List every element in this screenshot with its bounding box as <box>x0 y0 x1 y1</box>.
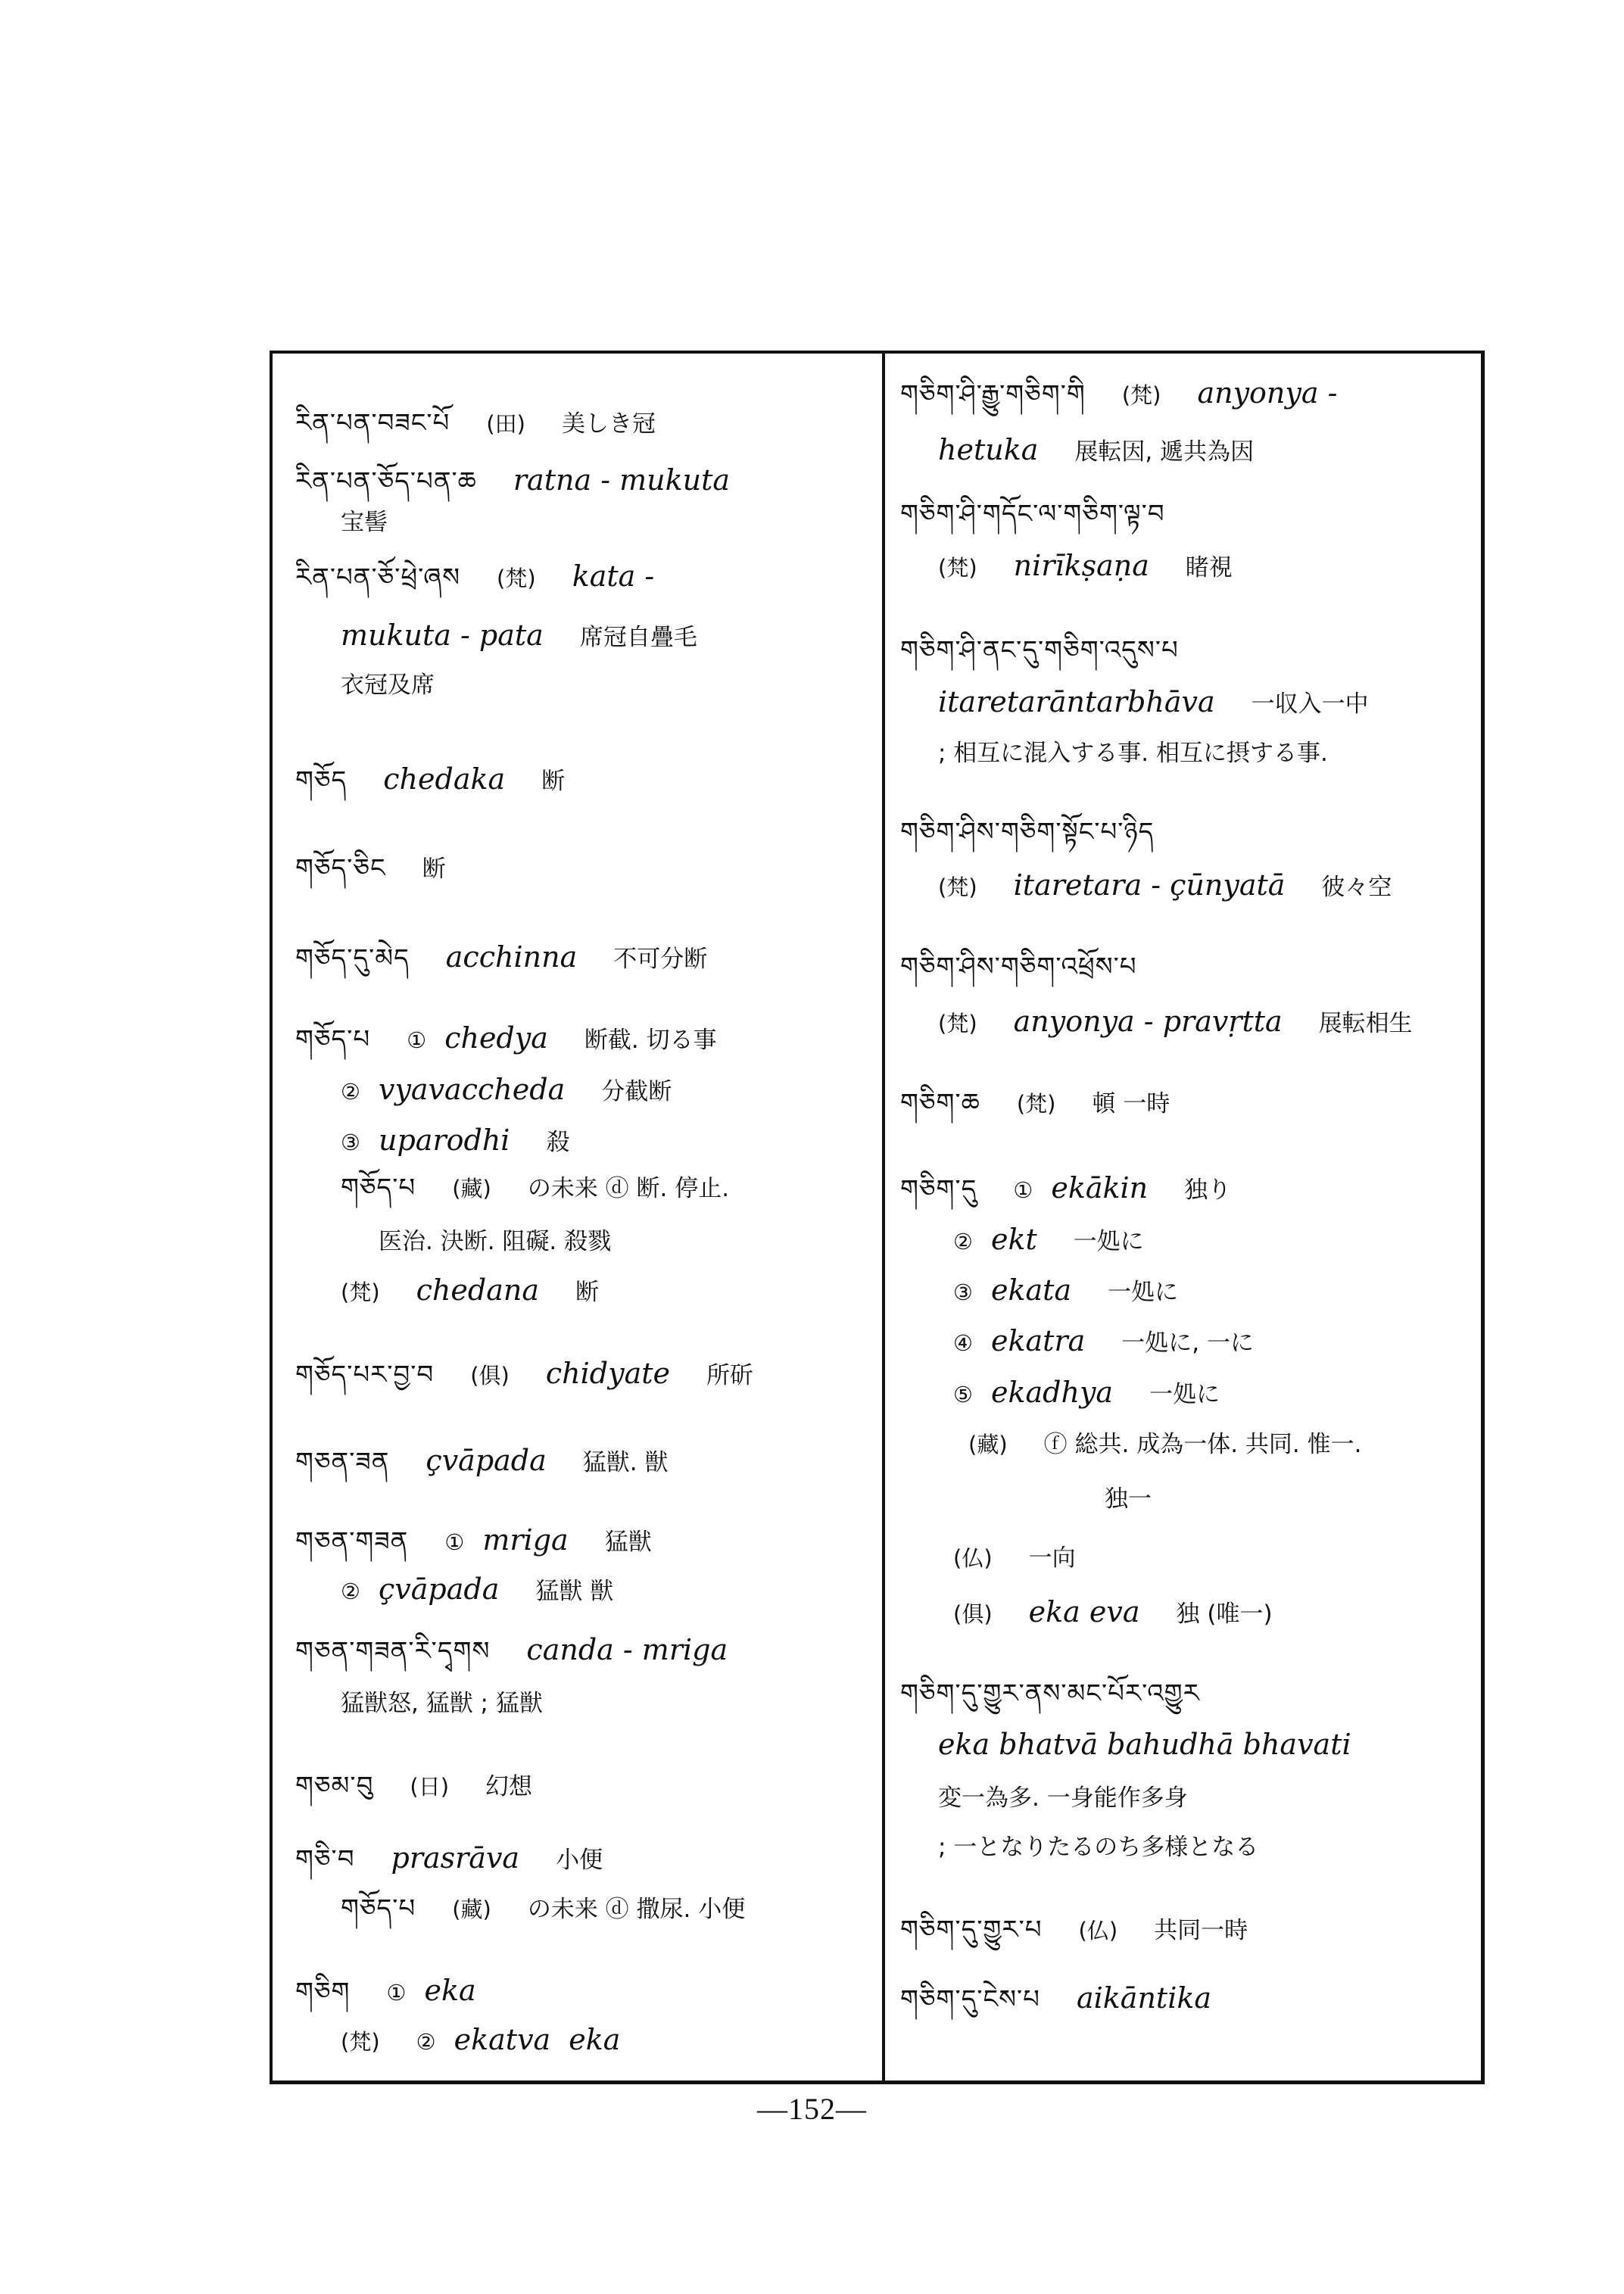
source-tag: (仏) <box>953 1545 993 1571</box>
tibetan-headword: གཅིག་ཤིས་གཅིག་སྟོང་པ་ཉིད <box>900 817 1155 847</box>
source-tag: (梵) <box>341 2029 380 2055</box>
japanese-gloss: 断 <box>575 1279 599 1306</box>
japanese-gloss: 猛獣. 獣 <box>582 1449 669 1476</box>
japanese-gloss: 共同一時 <box>1154 1917 1248 1944</box>
sense-number: ③ <box>341 1130 360 1155</box>
sanskrit-term: eka bhatvā bahudhā bhavati <box>938 1728 1351 1761</box>
tibetan-headword: གཅིག <box>295 1977 351 2007</box>
dictionary-entry-line <box>295 407 656 441</box>
dictionary-entry-line <box>900 950 1137 983</box>
tibetan-headword: གཅན་ཟན <box>295 1447 390 1477</box>
dictionary-entry-line <box>953 1595 1273 1631</box>
dictionary-entry-line <box>379 1224 611 1258</box>
dictionary-entry-line <box>953 1541 1076 1575</box>
sense-number: ③ <box>953 1279 973 1305</box>
dictionary-entry-line <box>938 1005 1413 1040</box>
source-tag: (梵) <box>341 1279 380 1305</box>
source-tag: (梵) <box>1016 1091 1056 1117</box>
dictionary-entry-line <box>341 1073 672 1108</box>
sense-number: ① <box>1013 1177 1033 1203</box>
tibetan-headword: གཅན་གཟན་རི་དྭགས <box>295 1636 491 1666</box>
japanese-gloss: 猛獣怒, 猛獣 ; 猛獣 <box>341 1690 543 1717</box>
dictionary-entry-line <box>295 1523 652 1559</box>
dictionary-entry-line <box>295 1769 532 1803</box>
dictionary-entry-line <box>900 1677 1200 1710</box>
dictionary-entry-line <box>938 433 1254 469</box>
source-tag: (梵) <box>938 874 977 900</box>
sense-number: ① <box>407 1027 427 1053</box>
dictionary-entry-line <box>953 1273 1178 1309</box>
japanese-gloss: 不可分断 <box>613 946 708 973</box>
japanese-gloss: の未来 ⓓ 断. 停止. <box>527 1175 730 1202</box>
dictionary-entry-line <box>341 1273 599 1309</box>
source-tag: (藏) <box>452 1897 491 1922</box>
sanskrit-term: anyonya - <box>1197 376 1338 410</box>
japanese-gloss: ⓕ 総共. 成為一体. 共同. 惟一. <box>1043 1431 1362 1458</box>
dictionary-entry-line <box>953 1376 1220 1411</box>
dictionary-entry-line <box>938 1830 1258 1864</box>
japanese-gloss: 一処に, 一に <box>1121 1329 1254 1357</box>
japanese-gloss: 断 <box>541 768 566 795</box>
sanskrit-term: çvāpada <box>425 1444 547 1477</box>
dictionary-entry-line <box>295 940 707 976</box>
sanskrit-term: çvāpada <box>379 1572 500 1606</box>
dictionary-entry-line <box>341 1686 543 1720</box>
japanese-gloss: 席冠自疊毛 <box>579 624 697 651</box>
dictionary-entry-line <box>295 1357 753 1392</box>
japanese-gloss: 睹視 <box>1185 554 1233 581</box>
tibetan-headword: ཪིན་པན་ཅོད་པན་ཆ <box>295 466 477 497</box>
japanese-gloss: ; 一となりたるのち多様となる <box>938 1834 1259 1861</box>
japanese-gloss: 衣冠及席 <box>341 672 435 699</box>
sanskrit-term: ekākin <box>1051 1171 1149 1205</box>
japanese-gloss: 独 (唯一) <box>1176 1601 1273 1628</box>
japanese-gloss: の未来 ⓓ 撒尿. 小便 <box>527 1896 746 1923</box>
dictionary-entry-line <box>295 1444 669 1479</box>
sanskrit-term: hetuka <box>938 433 1039 466</box>
japanese-gloss: ; 相互に混入する事. 相互に摂する事. <box>938 740 1328 767</box>
sanskrit-term: ekatra <box>991 1324 1086 1357</box>
sanskrit-term: eka <box>424 1974 476 2007</box>
tibetan-headword: གཅི་བ <box>295 1844 355 1875</box>
japanese-gloss: 展転相生 <box>1318 1010 1413 1037</box>
tibetan-headword: ཪིན་པན་ཅོ་ཕྲེ་ཞས <box>295 563 461 593</box>
page-frame <box>270 351 1485 2084</box>
dictionary-entry-line <box>295 1633 728 1668</box>
sanskrit-term: ekadhya <box>991 1376 1114 1409</box>
tibetan-headword: གཅོད་པ <box>341 1173 416 1203</box>
sanskrit-term: acchinna <box>445 940 578 974</box>
dictionary-entry-line <box>341 1892 745 1926</box>
dictionary-entry-line <box>900 815 1154 849</box>
source-tag: (仏) <box>1078 1918 1118 1943</box>
tibetan-headword: གཅིག་ཤི་གདོང་ལ་གཅིག་ལྟ་བ <box>900 499 1165 529</box>
tibetan-headword: གཅིག་དུ་གྱུར་ནས་མང་པོར་འགྱུར <box>900 1678 1200 1709</box>
sanskrit-term: chedana <box>416 1273 539 1307</box>
dictionary-entry-line <box>968 1427 1361 1461</box>
source-tag: (日) <box>410 1774 450 1800</box>
dictionary-entry-line <box>341 1572 613 1608</box>
tibetan-headword: གཅམ་བུ <box>295 1771 374 1801</box>
japanese-gloss: 一処に <box>1149 1381 1220 1408</box>
sanskrit-term: mriga <box>482 1523 569 1557</box>
japanese-gloss: 展転因, 遞共為因 <box>1074 438 1255 466</box>
dictionary-entry-line <box>295 1974 476 2009</box>
sense-number: ① <box>444 1529 465 1555</box>
japanese-gloss: 宝髻 <box>341 509 388 536</box>
japanese-gloss: 一収入一中 <box>1251 690 1369 718</box>
japanese-gloss: 猛獣 <box>604 1529 652 1556</box>
dictionary-entry-line <box>900 1981 1211 2016</box>
sanskrit-term: ekt <box>991 1223 1037 1256</box>
dictionary-entry-line <box>341 2023 620 2059</box>
dictionary-entry-line <box>341 1124 569 1159</box>
dictionary-entry-line <box>938 1728 1351 1763</box>
sense-number: ⑤ <box>953 1382 973 1407</box>
sanskrit-term: uparodhi <box>379 1124 510 1157</box>
sanskrit-term: eka eva <box>1028 1595 1140 1629</box>
source-tag: (梵) <box>938 555 977 581</box>
japanese-gloss: 変一為多. 一身能作多身 <box>938 1784 1188 1812</box>
japanese-gloss: 一向 <box>1028 1544 1076 1572</box>
dictionary-entry-line <box>341 668 435 702</box>
source-tag: (俱) <box>470 1363 510 1389</box>
tibetan-headword: ཪིན་པན་བཟང་པོ <box>295 408 450 438</box>
dictionary-entry-line <box>938 868 1392 904</box>
sanskrit-term: chedaka <box>383 762 506 796</box>
sense-number: ② <box>341 1079 360 1105</box>
dictionary-entry-line <box>900 376 1337 412</box>
japanese-gloss: 分截断 <box>601 1078 672 1105</box>
dictionary-entry-line <box>938 1781 1188 1815</box>
sanskrit-term: mukuta - pata <box>341 619 544 652</box>
japanese-gloss: 頓 一時 <box>1092 1090 1170 1117</box>
japanese-gloss: 彼々空 <box>1321 874 1392 901</box>
tibetan-headword: གཅིག་ཤིས་གཅིག་འཕྲོས་པ <box>900 952 1137 982</box>
dictionary-entry-line <box>341 619 697 654</box>
dictionary-entry-line <box>938 685 1369 721</box>
japanese-gloss: 一処に <box>1108 1279 1179 1306</box>
dictionary-entry-line <box>900 497 1165 531</box>
dictionary-entry-line <box>295 463 730 498</box>
tibetan-headword: གཅིག་ཆ <box>900 1088 980 1118</box>
source-tag: (梵) <box>1121 382 1161 408</box>
japanese-gloss: 医治. 決断. 阻礙. 殺戮 <box>379 1228 612 1255</box>
japanese-gloss: 断截. 切る事 <box>584 1027 717 1054</box>
sanskrit-term: aikāntika <box>1076 1981 1212 2015</box>
sense-number: ② <box>953 1229 973 1255</box>
sense-number: ④ <box>953 1330 973 1356</box>
japanese-gloss: 一処に <box>1073 1228 1144 1255</box>
dictionary-entry-line <box>295 1021 717 1057</box>
source-tag: (梵) <box>938 1011 977 1036</box>
japanese-gloss: 断 <box>422 856 446 883</box>
sense-number: ① <box>386 1980 407 2006</box>
source-tag: (梵) <box>497 566 536 591</box>
dictionary-entry-line <box>295 559 654 595</box>
tibetan-headword: གཅོད་པར་བྱ་བ <box>295 1360 435 1390</box>
source-tag: (田) <box>486 411 525 437</box>
sanskrit-term: eka <box>569 2023 621 2056</box>
sanskrit-term: itaretara - çūnyatā <box>1013 868 1286 902</box>
tibetan-headword: གཅན་གཟན <box>295 1526 409 1557</box>
japanese-gloss: 美しき冠 <box>561 410 656 438</box>
tibetan-headword: གཅིག་དུ་ངེས་པ <box>900 1984 1040 2015</box>
sanskrit-term: itaretarāntarbhāva <box>938 685 1215 718</box>
sanskrit-term: nirīkṣaṇa <box>1013 549 1149 582</box>
dictionary-entry-line <box>295 852 446 886</box>
dictionary-entry-line <box>341 505 388 539</box>
sanskrit-term: ekata <box>991 1273 1072 1307</box>
sense-number: ② <box>341 1579 360 1604</box>
sanskrit-term: ratna - mukuta <box>513 463 731 497</box>
tibetan-headword: གཅིག་དུ <box>900 1174 977 1205</box>
japanese-gloss: 独一 <box>1105 1485 1152 1513</box>
dictionary-entry-line <box>938 549 1233 584</box>
sanskrit-term: ekatva <box>454 2023 551 2056</box>
dictionary-entry-line <box>295 762 565 798</box>
sanskrit-term: canda - mriga <box>526 1633 728 1666</box>
tibetan-headword: གཅིག་ཤི་ནང་དུ་གཅིག་འདུས་པ <box>900 635 1179 665</box>
source-tag: (俱) <box>953 1601 993 1627</box>
tibetan-headword: གཅོད <box>295 765 348 796</box>
sanskrit-term: chidyate <box>545 1357 670 1390</box>
dictionary-entry-line <box>295 1841 603 1877</box>
dictionary-entry-line <box>900 1913 1248 1947</box>
page-number: —152— <box>757 2092 867 2126</box>
dictionary-entry-line <box>900 1086 1170 1121</box>
tibetan-headword: གཅོད་པ <box>341 1893 416 1924</box>
sanskrit-term: vyavaccheda <box>379 1073 566 1106</box>
sanskrit-term: chedya <box>444 1021 548 1055</box>
dictionary-entry-line <box>1105 1482 1152 1516</box>
tibetan-headword: གཅོད་ཅིང <box>295 853 386 884</box>
tibetan-headword: གཅིག་དུ་གྱུར་པ <box>900 1915 1043 1945</box>
tibetan-headword: གཅོད་དུ་མེད <box>295 943 410 974</box>
dictionary-entry-line <box>900 634 1179 667</box>
japanese-gloss: 小便 <box>556 1847 603 1874</box>
sanskrit-term: prasrāva <box>391 1841 520 1875</box>
japanese-gloss: 独り <box>1184 1177 1232 1204</box>
source-tag: (藏) <box>452 1176 491 1202</box>
tibetan-headword: གཅོད་པ <box>295 1024 371 1055</box>
dictionary-entry-line <box>900 1171 1231 1207</box>
dictionary-entry-line <box>341 1171 729 1205</box>
japanese-gloss: 幻想 <box>485 1773 533 1800</box>
dictionary-entry-line <box>938 736 1328 770</box>
tibetan-headword: གཅིག་ཤི་རྒྱུ་གཅིག་གི <box>900 379 1086 410</box>
japanese-gloss: 猛獣 獣 <box>535 1578 614 1605</box>
source-tag: (藏) <box>968 1432 1008 1457</box>
sense-number: ② <box>416 2029 436 2055</box>
japanese-gloss: 所斫 <box>706 1362 753 1389</box>
dictionary-entry-line <box>953 1324 1254 1360</box>
japanese-gloss: 殺 <box>546 1129 570 1156</box>
column-divider <box>882 354 885 2080</box>
sanskrit-term: anyonya - pravṛtta <box>1013 1005 1283 1038</box>
dictionary-entry-line <box>953 1223 1144 1258</box>
sanskrit-term: kata - <box>572 559 655 593</box>
